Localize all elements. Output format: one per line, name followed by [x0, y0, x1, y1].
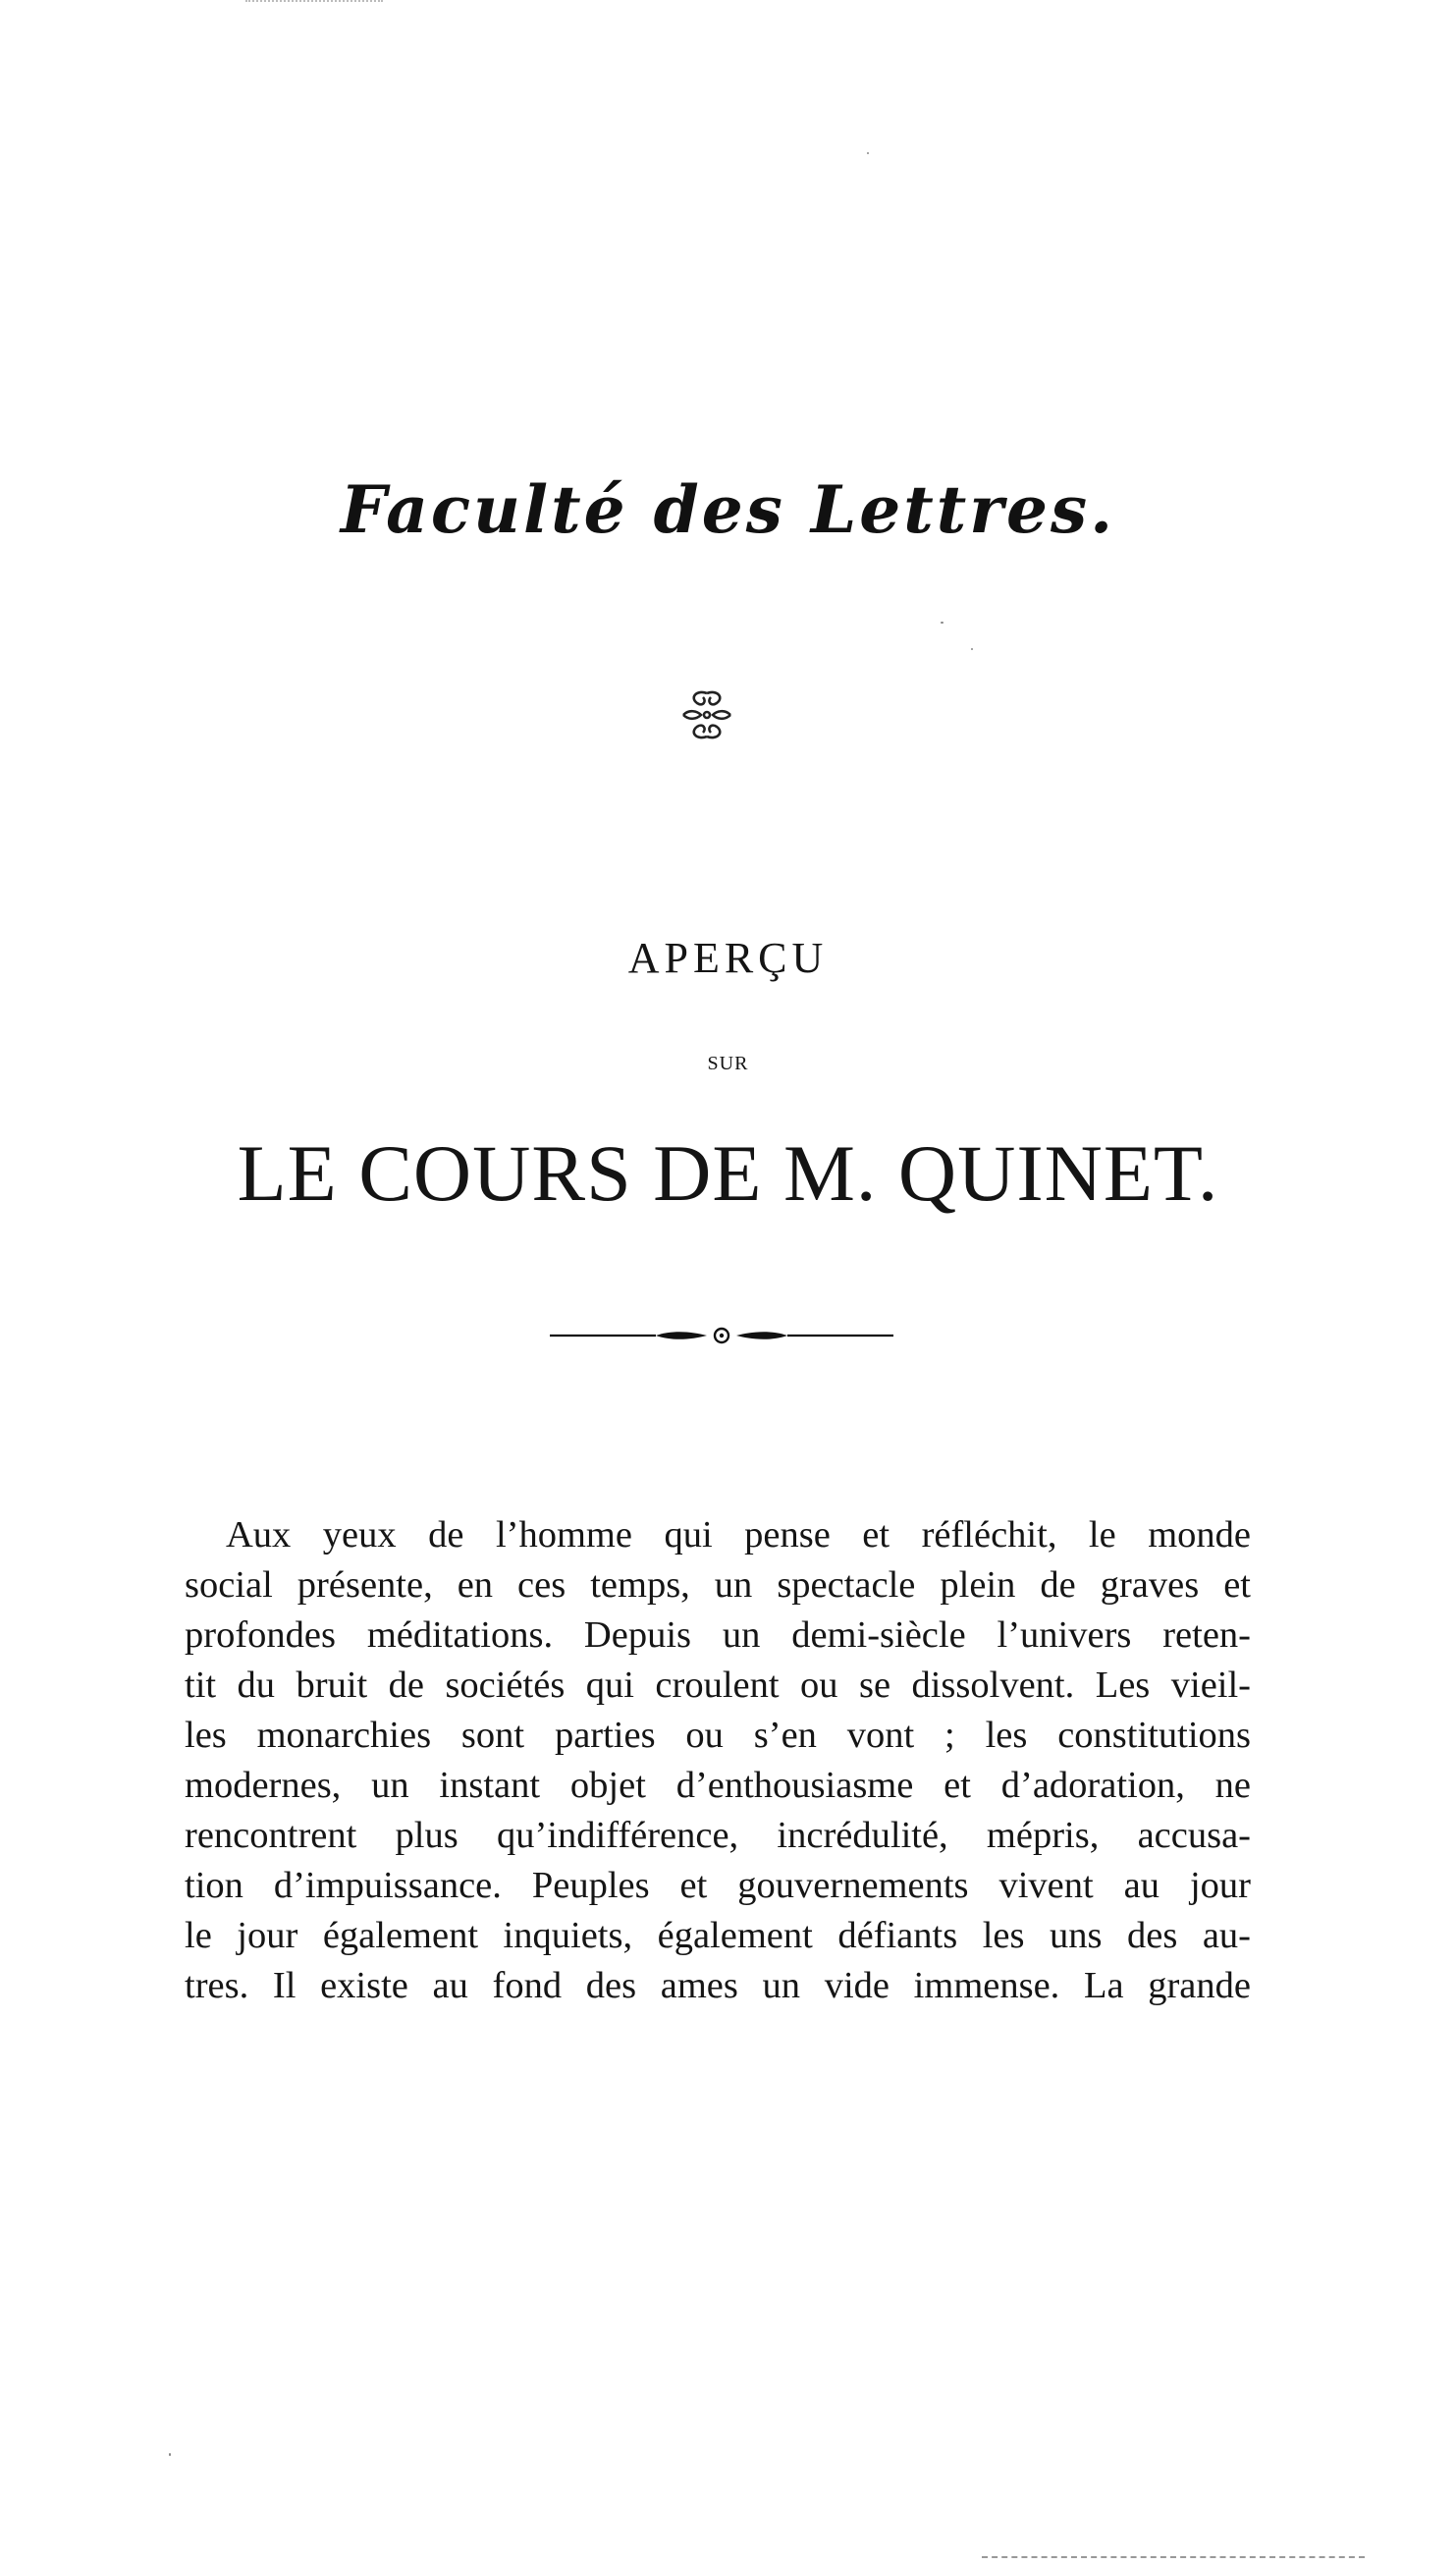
- faculty-heading: Faculté des Lettres.: [340, 471, 1116, 548]
- text-line: le jour également inquiets, également défiants les uns des au-: [185, 1915, 1251, 1956]
- scan-speck: [941, 622, 944, 624]
- text-line: rencontrent plus qu’indifférence, incrédulité, mépris, accusa-: [185, 1815, 1251, 1856]
- title-aper\u00e7u: APERÇU: [627, 934, 829, 982]
- text-line: social présente, en ces temps, un spectacle plein de graves et: [185, 1564, 1251, 1606]
- text-line: tit du bruit de sociétés qui croulent ou se dissolvent. Les vieil-: [185, 1665, 1251, 1706]
- text-line: tres. Il existe au fond des ames un vide immense. La grande: [185, 1965, 1251, 2006]
- text-line: modernes, un instant objet d’enthousiasme et d’adoration, ne: [185, 1765, 1251, 1806]
- body-paragraph: [185, 1510, 1251, 2011]
- scan-artifact-bottom: [982, 2556, 1365, 2560]
- main-title: LE COURS DE M. QUINET.: [237, 1128, 1219, 1218]
- text-line: les monarchies sont parties ou s’en vont ; les constitutions: [185, 1715, 1251, 1756]
- scan-artifact-top: [245, 0, 383, 4]
- scan-speck: [971, 648, 973, 650]
- text-line: Aux yeux de l’homme qui pense et réfléchit, le monde: [226, 1514, 1251, 1556]
- title-connector: SUR: [707, 1053, 749, 1074]
- scan-speck: [867, 152, 869, 154]
- scan-speck: [169, 2453, 171, 2456]
- ornamental-rule-icon: [550, 1324, 893, 1347]
- text-line: tion d’impuissance. Peuples et gouvernements vivent au jour: [185, 1865, 1251, 1906]
- fleuron-ornament-icon: [677, 687, 736, 742]
- text-line: profondes méditations. Depuis un demi-siècle l’univers reten-: [185, 1614, 1251, 1656]
